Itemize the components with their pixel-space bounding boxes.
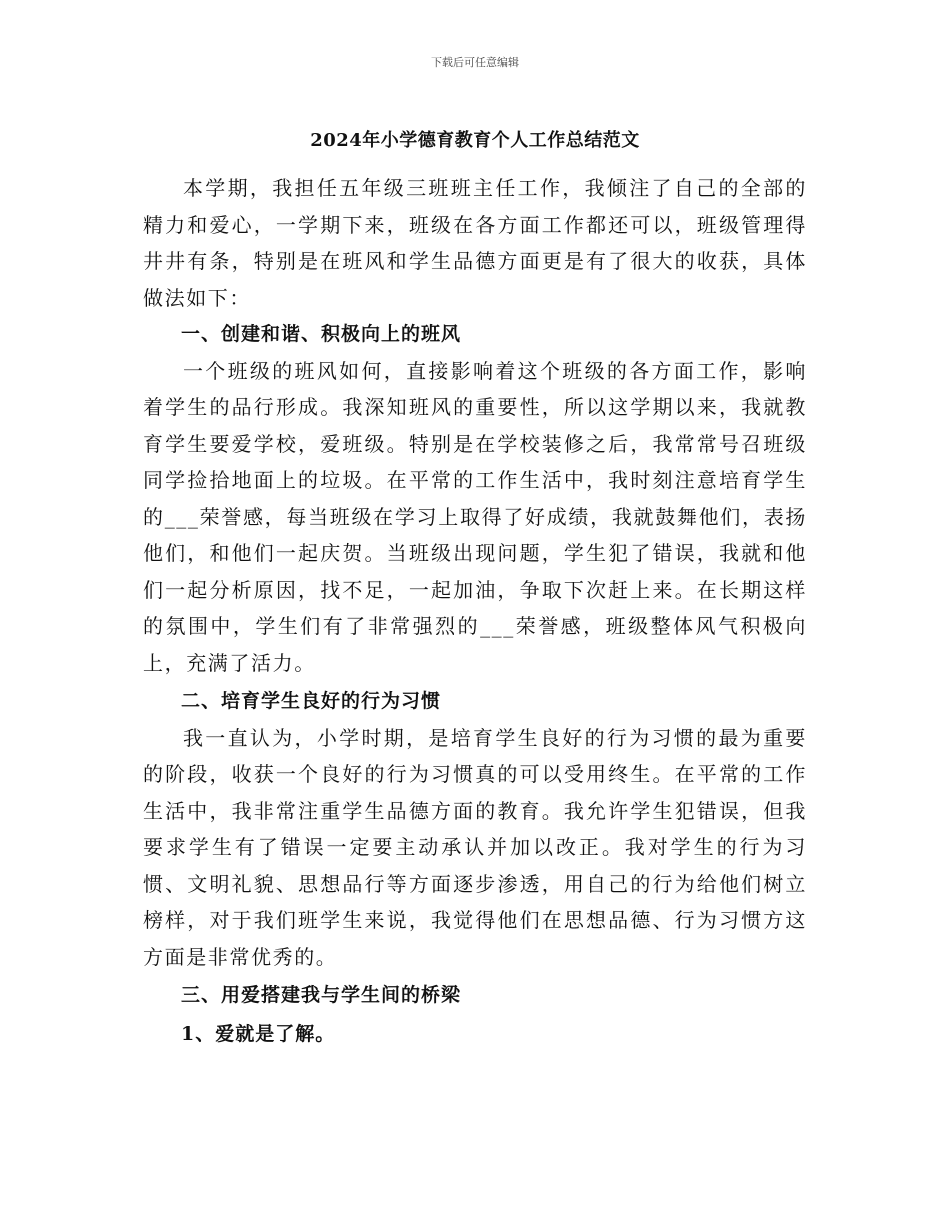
section-2-heading: 二、培育学生良好的行为习惯 (181, 690, 442, 712)
section-2-paragraph: 我一直认为，小学时期，是培育学生良好的行为习惯的最为重要的阶段，收获一个良好的行为习惯真的可以受用终生。在平常的工作生活中，我非常注重学生品德方面的教育。我允许学生犯错误，但我要求学生有了错误一定要主动承认并加以改正。我对学生的行为习惯、文明礼貌、思想品行等方面逐步渗透，用自己的行为给他们树立榜样，对于我们班学生来说，我觉得他们在思想品德、行为习惯方这方面是非常优秀的。 (143, 725, 807, 969)
document-body (143, 170, 807, 1052)
subsection-3-1-heading: 1、爱就是了解。 (181, 1022, 336, 1045)
document-title: 2024年小学德育教育个人工作总结范文 (310, 130, 640, 151)
section-1-heading: 一、创建和谐、积极向上的班风 (181, 323, 462, 345)
section-3-heading: 三、用爱搭建我与学生间的桥梁 (181, 984, 462, 1006)
intro-paragraph: 本学期，我担任五年级三班班主任工作，我倾注了自己的全部的精力和爱心，一学期下来，班级在各方面工作都还可以，班级管理得井井有条，特别是在班风和学生品德方面更是有了很大的收获，具体做法如下： (143, 176, 807, 310)
page-header-note: 下载后可任意编辑 (431, 56, 519, 69)
section-1-paragraph: 一个班级的班风如何，直接影响着这个班级的各方面工作，影响着学生的品行形成。我深知班风的重要性，所以这学期以来，我就教育学生要爱学校，爱班级。特别是在学校装修之后，我常常号召班级同学捡拾地面上的垃圾。在平常的工作生活中，我时刻注意培育学生的___荣誉感，每当班级在学习上取得了好成绩，我就鼓舞他们，表扬他们，和他们一起庆贺。当班级出现问题，学生犯了错误，我就和他们一起分析原因，找不足，一起加油，争取下次赶上来。在长期这样的氛围中，学生们有了非常强烈的___荣誉感，班级整体风气积极向上，充满了活力。 (143, 358, 807, 675)
